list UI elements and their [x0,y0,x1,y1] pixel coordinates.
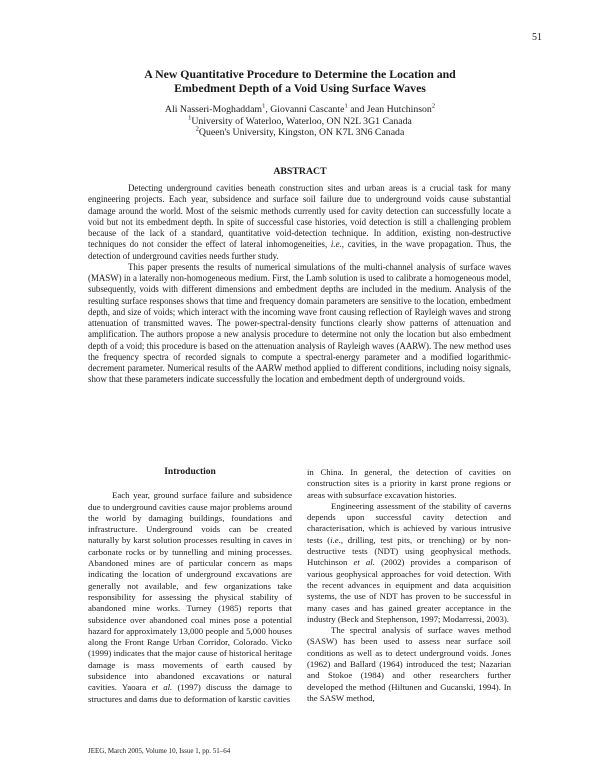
affiliation-2-number: 2 [195,125,199,133]
intro-p2-text-b: , drilling, test pits, or trenching) or by non-destructive tests (NDT) using geophysical methods. Hutchinson [307,534,511,568]
intro-p1-etal: et al. [151,682,173,693]
intro-p1-text-b: (1997) discuss the damage to structures and dams due to deformation of karstic cavities [88,682,292,704]
author-block [60,104,540,139]
abstract-paragraph-1 [88,183,511,262]
affiliation-2 [60,127,540,139]
affiliation-1-text: University of Waterloo, Waterloo, ON N2L 3G1 Canada [191,115,412,127]
author-3-affiliation: 2 [431,102,436,110]
abstract-heading: ABSTRACT [273,166,327,177]
intro-paragraph-1-continued: in China. In general, the detection of cavities on construction sites is a priority in karst prone regions or areas with subsurface excavation histories. [307,467,511,500]
intro-p2-etal: et al. [353,557,375,568]
intro-p2-ie: i.e. [330,534,341,545]
abstract-p1-text-b: , cavities, in the wave propagation. Thus, the detection of underground cavities needs further study. [88,239,511,261]
abstract-paragraph-2: This paper presents the results of numerical simulations of the multi-channel analysis of surface waves (MASW) in a laterally non-homogeneous medium. First, the Lamb solution is used to calibrate a homogeneous model, subsequently, voids with different dimensions and embedment depths are included in the medium. Analysis of the resulting surface responses shows that time and frequency domain parameters are sensitive to the location, embedment depth, and size of voids; which interact with the incoming wave front causing reflection of Rayleigh waves and strong attenuation of transmitted waves. The power-spectral-density functions clearly show patterns of attenuation and amplification. The authors propose a new analysis procedure to determine not only the location but also embedment depth of a void; this procedure is based on the attenuation analysis of Rayleigh waves (AARW). The new method uses the frequency spectra of recorded signals to compute a spectral-energy parameter and a modified logarithmic-decrement parameter. Numerical results of the AARW method applied to different conditions, including noisy signals, show that these parameters indicate successfully the location and embedment depth of underground voids. [88,261,511,385]
abstract-p1-text-a: Detecting underground cavities beneath construction sites and urban areas is a crucial task for many engineering projects. Each year, subsidence and surface soil failure due to underground voids cause substantial damage around the world. Most of the seismic methods currently used for cavity detection can successfully locate a void but not its embedment depth. In spite of successful case histories, void detection is still a challenging problem because of the lack of a standard, quantitative void-detection technique. In addition, existing non-destructive techniques do not consider the effect of lateral inhomogeneities, [88,183,511,250]
left-column [88,467,292,705]
intro-p2-text-c: (2002) provides a comparison of various geophysical approaches for void detection. With the recent advances in equipment and data acquisition systems, the use of NDT has proven to be successful in many cases and has gained greater acceptance in the industry (Beck and Stephenson, 1997; Modarressi, 2003). [307,557,511,624]
paper-title [60,67,540,95]
journal-citation: JEEG, March 2005, Volume 10, Issue 1, pp. 51–64 [88,747,231,755]
body-columns [88,467,511,705]
affiliation-1 [60,116,540,128]
abstract-body [88,183,511,386]
affiliation-1-number: 1 [188,114,192,122]
author-1: Ali Nasseri-Moghaddam [164,104,263,115]
title-line-2: Embedment Depth of a Void Using Surface Waves [174,81,426,95]
affiliation-2-text: Queen's University, Kingston, ON K7L 3N6 Canada [198,127,405,138]
intro-p1-text-a: Each year, ground surface failure and subsidence due to underground cavities cause major problems around the world by damaging buildings, foundations and infrastructure. Underground voids can be created naturally by karst solution processes resulting in caves in carbonate rocks or by tunnelling and mining processes. Abandoned mines are of particular concern as maps indicating the location of underground excavations are generally not available, and few organizations take responsibility for assessing the physical stability of abandoned mine works. Turney (1985) reports that subsidence over abandoned coal mines pose a potential hazard for approximately 13,000 people and 5,000 houses along the Front Range Urban Corridor, Colorado. Vicko (1999) indicates that the major cause of historical heritage damage is mass movements of earth caused by subsidence into abandoned excavations or natural cavities. Yaoara [88,490,292,693]
intro-paragraph-2 [307,501,511,625]
intro-paragraph-1 [88,490,292,705]
introduction-heading: Introduction [164,467,216,477]
author-1-affiliation: 1 [262,102,266,110]
abstract-p1-ie: i.e. [330,239,342,250]
title-line-1: A New Quantitative Procedure to Determine the Location and [144,67,456,81]
author-2: Giovanni Cascante [270,104,345,115]
intro-paragraph-3: The spectral analysis of surface waves method (SASW) has been used to assess near surface soil conditions as well as to detect underground voids. Jones (1962) and Ballard (1964) introduced the test; Nazarian and Stokoe (1984) and other researchers further developed the method (Hiltunen and Gucanski, 1994). In the SASW method, [307,625,511,703]
author-2-affiliation: 1 [344,102,348,110]
intro-p2-text-a: Engineering assessment of the stability of caverns depends upon successful cavity detection and characterisation, which is achieved by various intrusive tests ( [307,500,511,545]
author-list: Ali Nasseri-Moghaddam$^1$, Giovanni Cascante$^1$ and Jean Hutchinson$^2$ [164,102,436,115]
author-3: Jean Hutchinson [366,104,432,115]
page-number: 51 [532,32,542,43]
right-column [307,467,511,705]
